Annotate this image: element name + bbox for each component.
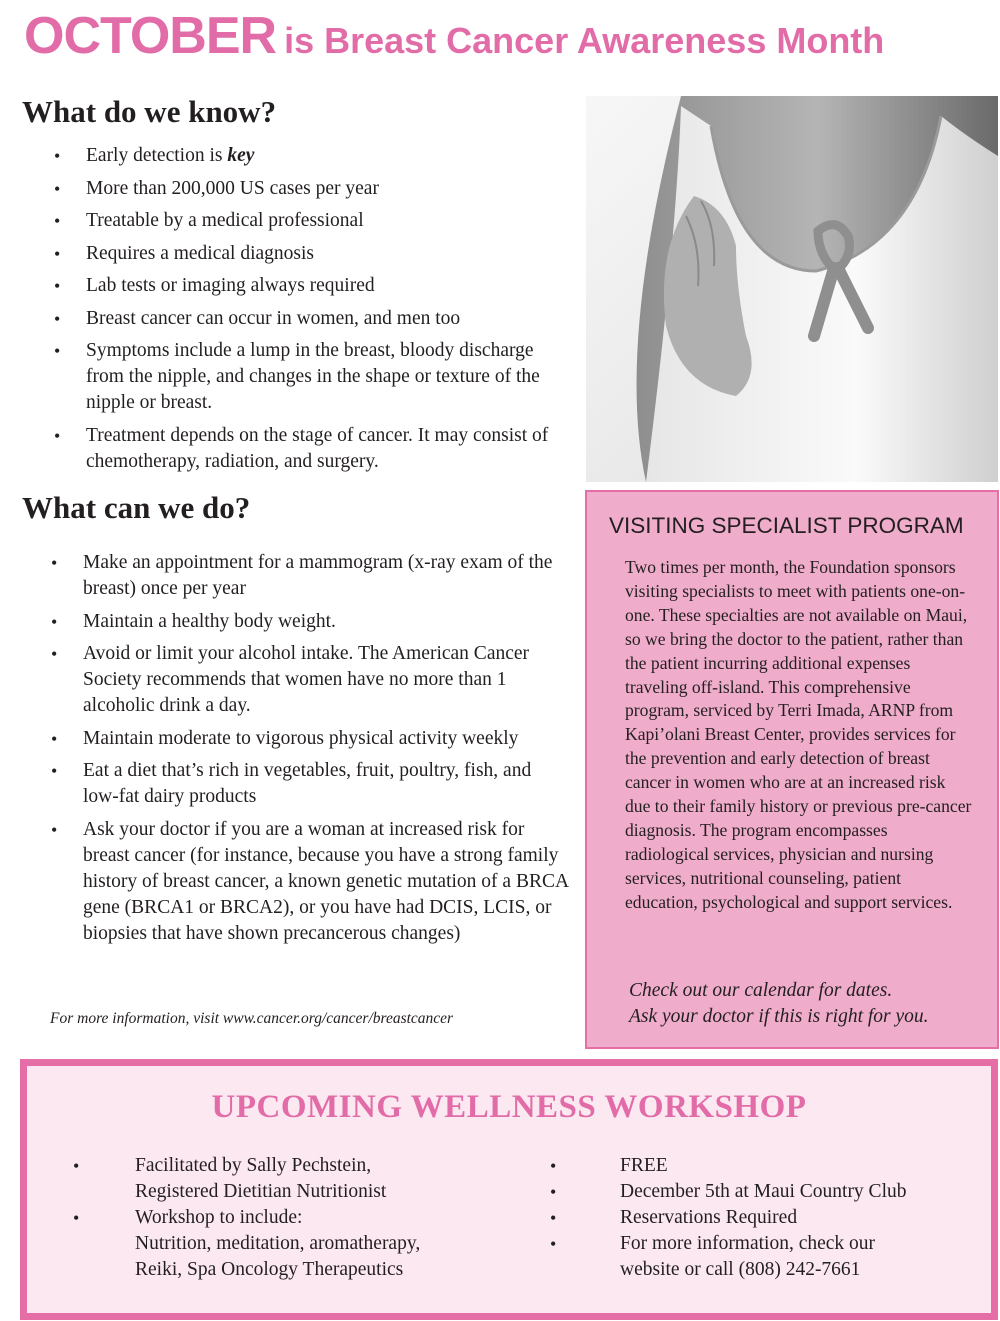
list-item: • Maintain a healthy body weight. (51, 609, 571, 635)
list-item: • Breast cancer can occur in women, and men too (54, 306, 554, 332)
page-title (24, 6, 984, 70)
title-rest: is Breast Cancer Awareness Month (284, 20, 885, 61)
list-item: • Requires a medical diagnosis (54, 241, 554, 267)
list-item: • Facilitated by Sally Pechstein, Registered Dietitian Nutritionist (27, 1153, 507, 1205)
list-item: • Workshop to include: Nutrition, meditation, aromatherapy, Reiki, Spa Oncology Therapeutics (27, 1205, 507, 1283)
workshop-left-list (27, 1153, 507, 1283)
what-do-we-know-heading: What do we know? (22, 94, 277, 129)
what-can-we-do-heading: What can we do? (22, 490, 251, 525)
list-item: • December 5th at Maui Country Club (550, 1179, 970, 1205)
vsp-cta-line: Ask your doctor if this is right for you. (629, 1006, 929, 1027)
visiting-specialist-box (585, 490, 999, 1049)
list-item: • Treatable by a medical professional (54, 208, 554, 234)
wellness-workshop-box (20, 1059, 998, 1320)
photo-illustration (586, 96, 998, 482)
list-item: • Ask your doctor if you are a woman at increased risk for breast cancer (for instance, because you have a strong family history of breast cancer, a known genetic mutation of a BRCA gene (BRCA1 or BRCA2), or you have had DCIS, LCIS, or biopsies that have shown precancerous changes) (51, 817, 571, 947)
pink-ribbon-photo (586, 96, 998, 482)
list-item: • Symptoms include a lump in the breast, bloody discharge from the nipple, and changes in the shape or texture of the nipple or breast. (54, 338, 554, 416)
do-list (51, 550, 571, 953)
list-item: • Early detection is key (54, 143, 554, 169)
list-item: • Avoid or limit your alcohol intake. The American Cancer Society recommends that women have no more than 1 alcoholic drink a day. (51, 641, 571, 719)
list-item: • More than 200,000 US cases per year (54, 176, 554, 202)
list-item: • Reservations Required (550, 1205, 970, 1231)
list-item: • FREE (550, 1153, 970, 1179)
vsp-title: VISITING SPECIALIST PROGRAM (609, 513, 964, 538)
workshop-title: UPCOMING WELLNESS WORKSHOP (211, 1089, 807, 1125)
title-month: OCTOBER (24, 7, 277, 65)
list-item: • Make an appointment for a mammogram (x-ray exam of the breast) once per year (51, 550, 571, 602)
list-item: • Maintain moderate to vigorous physical activity weekly (51, 726, 571, 752)
vsp-body: Two times per month, the Foundation sponsors visiting specialists to meet with patients one-on-one. These specialties are not available on Maui, so we bring the doctor to the patient, rather than the patient incurring additional expenses traveling off-island. This comprehensive program, serviced by Terri Imada, ARNP from Kapi’olani Breast Center, provides services for the prevention and early detection of breast cancer in women who are at an increased risk due to their family history or previous pre-cancer diagnosis. The program encompasses radiological services, physician and nursing services, nutritional counseling, patient education, psychological and support services. (625, 557, 972, 912)
key-emphasis: key (227, 145, 255, 166)
more-info-link-text: For more information, visit www.cancer.org/cancer/breastcancer (50, 1010, 454, 1027)
list-item: • Treatment depends on the stage of cancer. It may consist of chemotherapy, radiation, and surgery. (54, 423, 554, 475)
list-item: • For more information, check our website or call (808) 242-7661 (550, 1231, 970, 1283)
workshop-right-list (550, 1153, 970, 1283)
list-item: • Lab tests or imaging always required (54, 273, 554, 299)
list-item: • Eat a diet that’s rich in vegetables, fruit, poultry, fish, and low-fat dairy products (51, 758, 571, 810)
know-list (54, 143, 554, 481)
vsp-call-to-action (629, 978, 989, 1030)
vsp-cta-line: Check out our calendar for dates. (629, 980, 893, 1001)
